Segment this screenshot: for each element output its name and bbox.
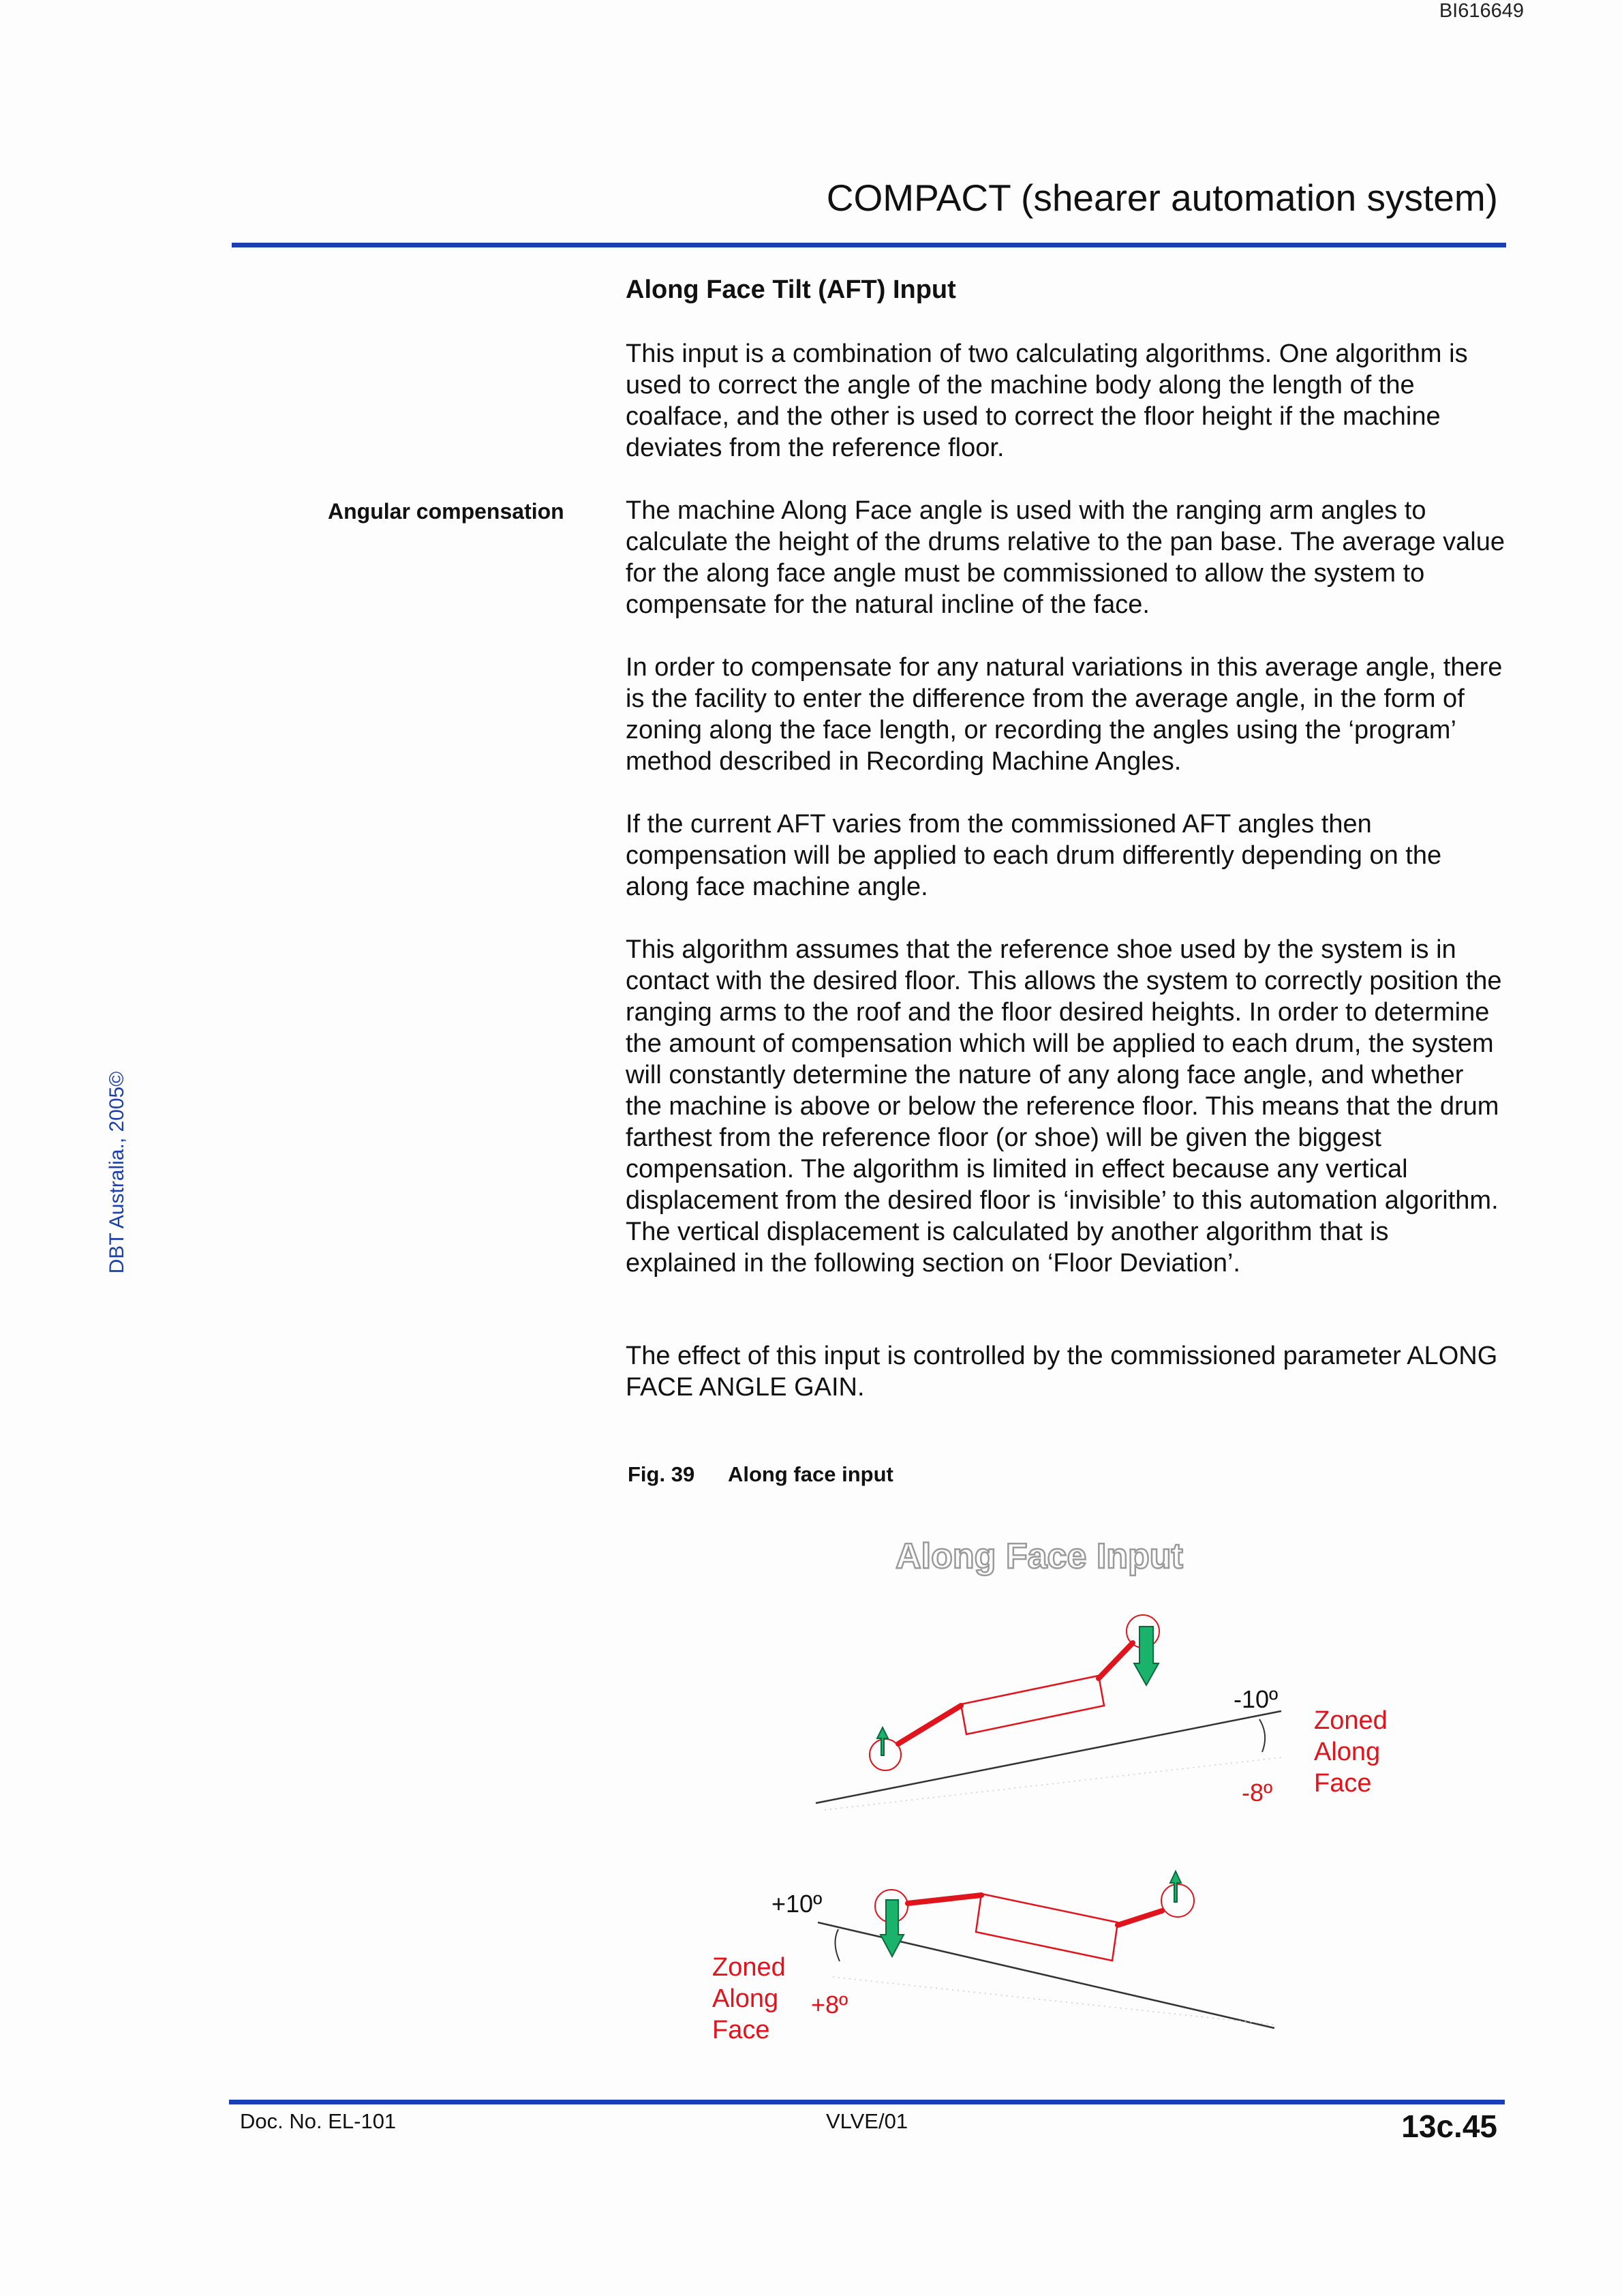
bottom-zone-line bbox=[833, 1977, 1274, 2025]
header-rule bbox=[232, 243, 1506, 247]
top-zone-label: Zoned Along Face bbox=[1314, 1706, 1388, 1798]
body-paragraph: This algorithm assumes that the reference shoe used by the system is in contact with the desired floor. This allows the system to correctly position the ranging arms to the roof and the floor desired heights. In order to determine the amount of compensation which will be applied to each drum, the system will constantly determine the nature of any along face angle, and whether the machine is above or below the reference floor. This means that the drum farthest from the reference floor (or shoe) will be given the biggest compensation. The algorithm is limited in effect because any vertical displacement from the desired floor is ‘invisible’ to this automation algorithm. The vertical displacement is calculated by another algorithm that is explained in the following section on ‘Floor Deviation’. bbox=[626, 935, 1502, 1278]
top-zone-line bbox=[825, 1757, 1281, 1810]
top-left-drum bbox=[870, 1739, 901, 1770]
margin-label: Angular compensation bbox=[328, 499, 564, 524]
body-paragraph: The effect of this input is controlled by the commissioned parameter ALONG FACE ANGLE GAIN. bbox=[626, 1342, 1498, 1402]
footer-version: VLVE/01 bbox=[826, 2109, 908, 2133]
up-arrow-icon bbox=[877, 1727, 888, 1755]
bottom-zone-label: Zoned Along Face bbox=[712, 1953, 786, 2044]
top-zone-angle-label: -8º bbox=[1242, 1779, 1273, 1807]
page-number: 13c.45 bbox=[1401, 2109, 1497, 2144]
page-title: COMPACT (shearer automation system) bbox=[826, 177, 1498, 219]
body-paragraph: This input is a combination of two calculating algorithms. One algorithm is used to correct the angle of the machine body along the length of the coalface, and the other is used to correct the floor height if the machine deviates from the reference floor. bbox=[626, 339, 1468, 462]
bottom-scene bbox=[712, 1871, 1274, 2044]
footer-rule bbox=[229, 2100, 1505, 2104]
bottom-zone-angle-label: +8º bbox=[811, 1991, 848, 2019]
copyright-sidebar: DBT Australia., 2005© bbox=[106, 1071, 128, 1274]
body-paragraph: The machine Along Face angle is used with the ranging arm angles to calculate the height of the drums relative to the pan base. The average value for the along face angle must be commissioned to allow the system to compensate for the natural incline of the face. bbox=[626, 496, 1505, 619]
figure-title: Along Face Input bbox=[896, 1537, 1183, 1576]
bottom-machine-body bbox=[976, 1894, 1118, 1961]
figure-number: Fig. 39 bbox=[628, 1462, 695, 1486]
bottom-angle-label: +10º bbox=[771, 1890, 823, 1918]
down-arrow-icon bbox=[881, 1900, 904, 1957]
along-face-diagram bbox=[682, 1527, 1431, 2072]
document-id: BI616649 bbox=[1439, 0, 1524, 22]
top-right-arm bbox=[1099, 1643, 1133, 1678]
top-angle-arc bbox=[1259, 1719, 1265, 1752]
footer-doc-number: Doc. No. EL-101 bbox=[240, 2109, 397, 2133]
top-angle-label: -10º bbox=[1234, 1685, 1279, 1713]
body-paragraph: In order to compensate for any natural variations in this average angle, there is the facility to enter the difference from the average angle, in the form of zoning along the face length, or recording the angles using the ‘program’ method described in Recording Machine Angles. bbox=[626, 653, 1503, 776]
down-arrow-icon bbox=[1134, 1627, 1159, 1685]
figure-caption: Along face input bbox=[728, 1462, 893, 1486]
top-scene bbox=[816, 1615, 1394, 1810]
bottom-right-arm bbox=[1118, 1911, 1162, 1925]
body-paragraph: If the current AFT varies from the commissioned AFT angles then compensation will be applied to each drum differently depending on the along face machine angle. bbox=[626, 810, 1442, 901]
bottom-left-arm bbox=[908, 1895, 981, 1903]
section-heading: Along Face Tilt (AFT) Input bbox=[626, 275, 956, 304]
top-floor-line bbox=[816, 1711, 1281, 1803]
top-left-arm bbox=[898, 1706, 961, 1744]
bottom-angle-arc bbox=[835, 1929, 840, 1961]
up-arrow-icon bbox=[1170, 1871, 1181, 1902]
top-machine-body bbox=[961, 1676, 1104, 1734]
